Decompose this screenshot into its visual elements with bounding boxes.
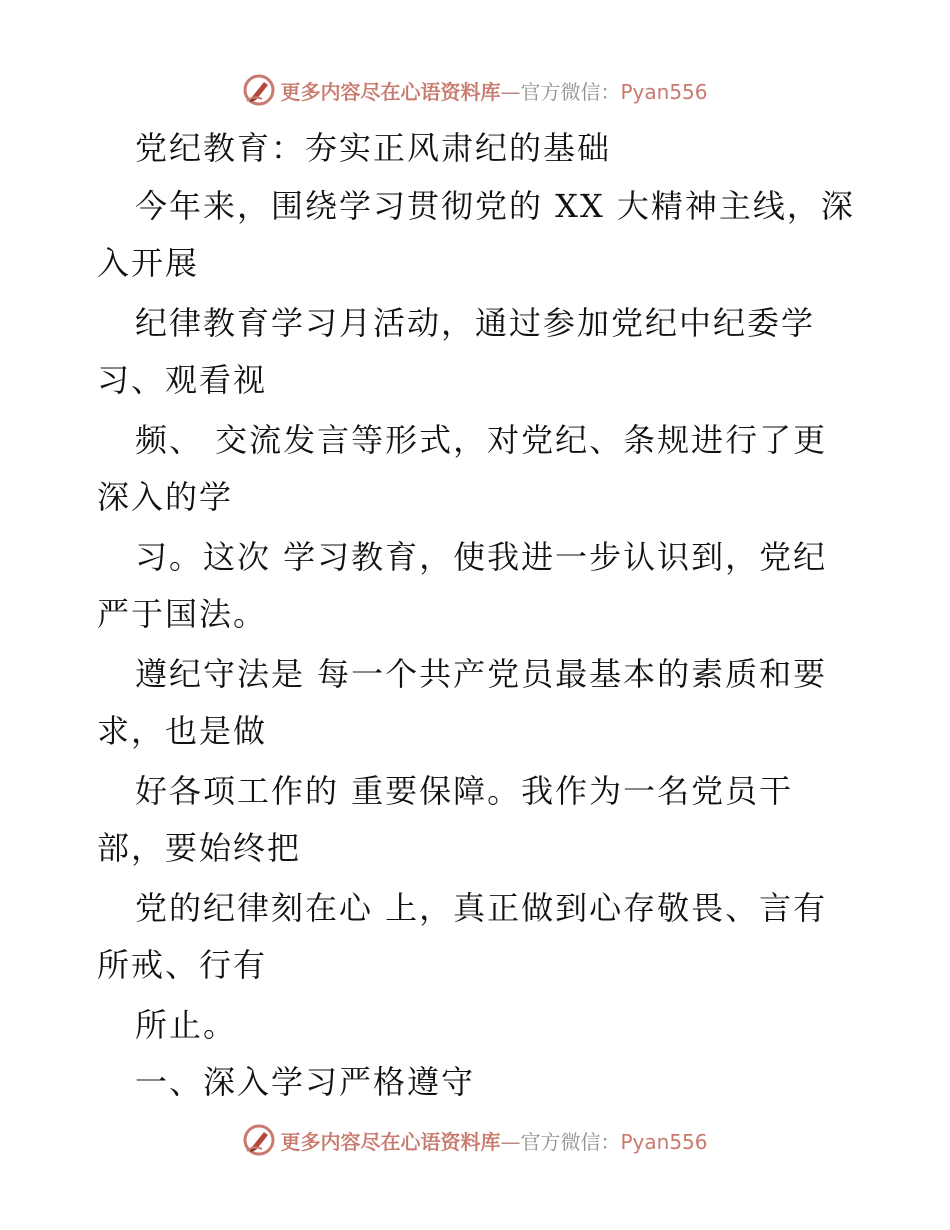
paragraph-line: 所止。 <box>135 1006 238 1044</box>
paragraph-line: 好各项工作的 重要保障。我作为一名党员干 <box>135 772 794 810</box>
banner-main-text: 更多内容尽在心语资料库 <box>280 79 501 104</box>
banner-wechat-label: 官方微信： <box>520 1129 621 1154</box>
paragraph-line: 遵纪守法是 每一个共产党员最基本的素质和要 <box>135 655 828 693</box>
banner-main-text: 更多内容尽在心语资料库 <box>280 1129 501 1154</box>
paragraph-line: 入开展 <box>97 244 200 282</box>
header-banner <box>0 70 950 110</box>
paragraph-line: 习。这次 学习教育，使我进一步认识到，党纪 <box>135 538 828 576</box>
paragraph-line: 党的纪律刻在心 上，真正做到心存敬畏、言有 <box>135 889 828 927</box>
banner-wechat-id: Pyan556 <box>620 79 708 104</box>
banner-wechat-id: Pyan556 <box>620 1129 708 1154</box>
pen-logo-icon <box>242 73 276 107</box>
banner-separator: — <box>500 1129 521 1154</box>
banner-wechat-label: 官方微信： <box>520 79 621 104</box>
paragraph-line: 严于国法。 <box>97 595 268 633</box>
paragraph-line: 纪律教育学习月活动，通过参加党纪中纪委学 <box>135 304 816 342</box>
footer-banner <box>0 1120 950 1160</box>
document-title: 党纪教育：夯实正风肃纪的基础 <box>135 129 612 167</box>
paragraph-line: 今年来，围绕学习贯彻党的 XX 大精神主线，深 <box>135 187 855 225</box>
paragraph-line: 深入的学 <box>97 478 234 516</box>
paragraph-line: 求，也是做 <box>97 712 268 750</box>
paragraph-line: 部，要始终把 <box>97 829 302 867</box>
paragraph-line: 频、 交流发言等形式，对党纪、条规进行了更 <box>135 421 828 459</box>
pen-logo-icon <box>242 1123 276 1157</box>
paragraph-line: 所戒、行有 <box>97 946 268 984</box>
paragraph-line: 习、观看视 <box>97 361 268 399</box>
section-heading: 一、深入学习严格遵守 <box>135 1063 476 1101</box>
banner-separator: — <box>500 79 521 104</box>
